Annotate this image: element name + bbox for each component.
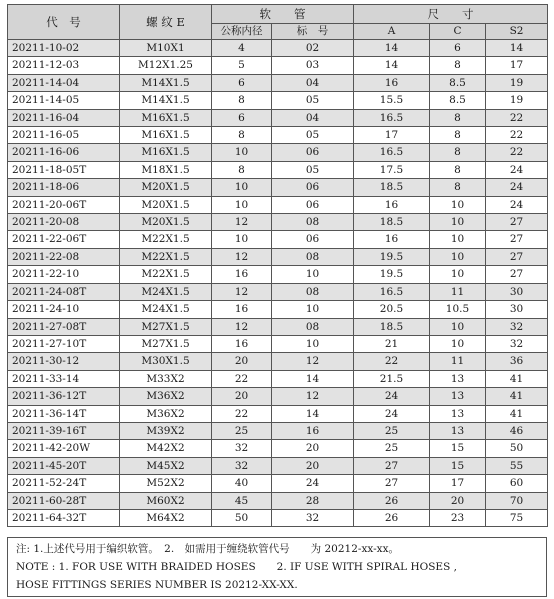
cell-nominal-id: 16 [212, 301, 272, 318]
cell-thread: M14X1.5 [120, 92, 212, 109]
cell-code: 20211-18-05T [8, 161, 120, 178]
cell-nominal-id: 40 [212, 475, 272, 492]
table-row [8, 214, 548, 231]
cell-s2: 41 [486, 405, 548, 422]
cell-c: 13 [430, 422, 486, 439]
cell-code: 20211-16-05 [8, 127, 120, 144]
cell-nominal-id: 22 [212, 405, 272, 422]
cell-code: 20211-14-05 [8, 92, 120, 109]
cell-code: 20211-22-08 [8, 248, 120, 265]
cell-thread: M24X1.5 [120, 283, 212, 300]
cell-nominal-id: 5 [212, 57, 272, 74]
cell-a: 24 [354, 388, 430, 405]
cell-s2: 32 [486, 318, 548, 335]
cell-thread: M16X1.5 [120, 144, 212, 161]
cell-c: 8.5 [430, 92, 486, 109]
cell-c: 10 [430, 214, 486, 231]
header-col-a: A [354, 24, 430, 40]
header-nominal-id: 公称内径 [212, 24, 272, 40]
cell-hose-code: 08 [272, 214, 354, 231]
note-line-chinese: 注: 1.上述代号用于编织软管。 2. 如需用于缠绕软管代号 为 20212-xx-xx。 [16, 543, 399, 555]
cell-hose-code: 14 [272, 405, 354, 422]
cell-thread: M30X1.5 [120, 353, 212, 370]
cell-c: 10 [430, 318, 486, 335]
cell-c: 8 [430, 109, 486, 126]
table-row [8, 196, 548, 213]
cell-hose-code: 08 [272, 248, 354, 265]
cell-c: 8 [430, 127, 486, 144]
fitting-spec-table [7, 4, 548, 527]
cell-s2: 30 [486, 283, 548, 300]
header-hose: 软 管 [212, 5, 354, 24]
cell-a: 25 [354, 440, 430, 457]
cell-c: 8 [430, 179, 486, 196]
cell-c: 11 [430, 283, 486, 300]
table-row [8, 492, 548, 509]
cell-thread: M20X1.5 [120, 196, 212, 213]
cell-a: 15.5 [354, 92, 430, 109]
cell-code: 20211-16-04 [8, 109, 120, 126]
cell-s2: 19 [486, 74, 548, 91]
cell-code: 20211-20-06T [8, 196, 120, 213]
cell-s2: 41 [486, 388, 548, 405]
cell-a: 16 [354, 231, 430, 248]
cell-thread: M27X1.5 [120, 335, 212, 352]
cell-thread: M42X2 [120, 440, 212, 457]
cell-nominal-id: 25 [212, 422, 272, 439]
cell-a: 17.5 [354, 161, 430, 178]
cell-hose-code: 06 [272, 179, 354, 196]
cell-a: 20.5 [354, 301, 430, 318]
table-row [8, 301, 548, 318]
cell-a: 18.5 [354, 179, 430, 196]
table-row [8, 179, 548, 196]
cell-s2: 27 [486, 231, 548, 248]
cell-code: 20211-10-02 [8, 40, 120, 57]
notes [7, 537, 547, 597]
cell-nominal-id: 50 [212, 509, 272, 526]
cell-nominal-id: 20 [212, 353, 272, 370]
table-row [8, 388, 548, 405]
header-code: 代 号 [8, 5, 120, 40]
cell-thread: M20X1.5 [120, 179, 212, 196]
cell-hose-code: 14 [272, 370, 354, 387]
cell-thread: M36X2 [120, 405, 212, 422]
table-body [8, 40, 548, 527]
cell-nominal-id: 8 [212, 161, 272, 178]
cell-nominal-id: 22 [212, 370, 272, 387]
cell-s2: 27 [486, 214, 548, 231]
cell-hose-code: 10 [272, 301, 354, 318]
header-col-c: C [430, 24, 486, 40]
cell-a: 19.5 [354, 248, 430, 265]
cell-hose-code: 03 [272, 57, 354, 74]
cell-a: 18.5 [354, 214, 430, 231]
table-row [8, 109, 548, 126]
cell-thread: M16X1.5 [120, 109, 212, 126]
cell-a: 21 [354, 335, 430, 352]
cell-c: 6 [430, 40, 486, 57]
cell-nominal-id: 8 [212, 92, 272, 109]
table-row [8, 353, 548, 370]
cell-c: 10 [430, 248, 486, 265]
cell-thread: M22X1.5 [120, 248, 212, 265]
cell-thread: M22X1.5 [120, 266, 212, 283]
cell-code: 20211-20-08 [8, 214, 120, 231]
cell-thread: M16X1.5 [120, 127, 212, 144]
cell-thread: M12X1.25 [120, 57, 212, 74]
table-row [8, 440, 548, 457]
cell-thread: M36X2 [120, 388, 212, 405]
table-row [8, 231, 548, 248]
table-row [8, 248, 548, 265]
cell-hose-code: 12 [272, 353, 354, 370]
table-row [8, 475, 548, 492]
cell-code: 20211-24-10 [8, 301, 120, 318]
cell-nominal-id: 12 [212, 214, 272, 231]
cell-a: 17 [354, 127, 430, 144]
cell-a: 26 [354, 509, 430, 526]
cell-hose-code: 05 [272, 127, 354, 144]
cell-hose-code: 05 [272, 161, 354, 178]
cell-hose-code: 24 [272, 475, 354, 492]
cell-c: 8.5 [430, 74, 486, 91]
note-line-english-2: HOSE FITTINGS SERIES NUMBER IS 20212-XX-XX. [16, 579, 298, 591]
cell-s2: 46 [486, 422, 548, 439]
table-row [8, 283, 548, 300]
cell-a: 18.5 [354, 318, 430, 335]
cell-s2: 24 [486, 179, 548, 196]
cell-c: 23 [430, 509, 486, 526]
cell-thread: M24X1.5 [120, 301, 212, 318]
table-row [8, 405, 548, 422]
cell-c: 8 [430, 161, 486, 178]
cell-thread: M20X1.5 [120, 214, 212, 231]
cell-a: 16.5 [354, 144, 430, 161]
cell-nominal-id: 16 [212, 335, 272, 352]
cell-c: 10 [430, 266, 486, 283]
cell-hose-code: 02 [272, 40, 354, 57]
fitting-spec-table-container [7, 4, 547, 527]
cell-code: 20211-27-08T [8, 318, 120, 335]
table-row [8, 509, 548, 526]
cell-a: 25 [354, 422, 430, 439]
cell-code: 20211-33-14 [8, 370, 120, 387]
cell-code: 20211-45-20T [8, 457, 120, 474]
cell-thread: M60X2 [120, 492, 212, 509]
cell-code: 20211-22-06T [8, 231, 120, 248]
cell-s2: 14 [486, 40, 548, 57]
cell-nominal-id: 10 [212, 144, 272, 161]
cell-c: 10 [430, 231, 486, 248]
cell-c: 20 [430, 492, 486, 509]
cell-thread: M64X2 [120, 509, 212, 526]
cell-hose-code: 08 [272, 283, 354, 300]
cell-code: 20211-60-28T [8, 492, 120, 509]
cell-nominal-id: 32 [212, 440, 272, 457]
cell-c: 13 [430, 370, 486, 387]
header-dimensions: 尺 寸 [354, 5, 548, 24]
cell-s2: 27 [486, 266, 548, 283]
header-hose-code: 标 号 [272, 24, 354, 40]
cell-s2: 41 [486, 370, 548, 387]
cell-nominal-id: 45 [212, 492, 272, 509]
cell-s2: 50 [486, 440, 548, 457]
cell-c: 10.5 [430, 301, 486, 318]
cell-nominal-id: 12 [212, 283, 272, 300]
cell-s2: 55 [486, 457, 548, 474]
cell-code: 20211-14-04 [8, 74, 120, 91]
cell-nominal-id: 6 [212, 74, 272, 91]
table-row [8, 335, 548, 352]
cell-nominal-id: 10 [212, 196, 272, 213]
cell-c: 8 [430, 144, 486, 161]
cell-nominal-id: 12 [212, 248, 272, 265]
cell-hose-code: 05 [272, 92, 354, 109]
table-row [8, 422, 548, 439]
cell-a: 22 [354, 353, 430, 370]
cell-a: 19.5 [354, 266, 430, 283]
header-col-s2: S2 [486, 24, 548, 40]
cell-code: 20211-12-03 [8, 57, 120, 74]
table-row [8, 318, 548, 335]
cell-s2: 22 [486, 109, 548, 126]
cell-s2: 60 [486, 475, 548, 492]
cell-a: 27 [354, 457, 430, 474]
cell-code: 20211-39-16T [8, 422, 120, 439]
cell-c: 13 [430, 405, 486, 422]
cell-a: 21.5 [354, 370, 430, 387]
cell-c: 13 [430, 388, 486, 405]
cell-hose-code: 20 [272, 440, 354, 457]
note-line-english-1: NOTE : 1. FOR USE WITH BRAIDED HOSES 2. IF USE WITH SPIRAL HOSES , [16, 561, 457, 573]
cell-hose-code: 28 [272, 492, 354, 509]
cell-c: 15 [430, 457, 486, 474]
cell-code: 20211-24-08T [8, 283, 120, 300]
cell-nominal-id: 8 [212, 127, 272, 144]
cell-thread: M27X1.5 [120, 318, 212, 335]
cell-code: 20211-18-06 [8, 179, 120, 196]
cell-thread: M22X1.5 [120, 231, 212, 248]
cell-thread: M14X1.5 [120, 74, 212, 91]
cell-a: 26 [354, 492, 430, 509]
cell-hose-code: 06 [272, 231, 354, 248]
cell-a: 16 [354, 196, 430, 213]
cell-code: 20211-30-12 [8, 353, 120, 370]
cell-hose-code: 06 [272, 196, 354, 213]
cell-c: 8 [430, 57, 486, 74]
cell-c: 10 [430, 335, 486, 352]
table-row [8, 161, 548, 178]
cell-s2: 36 [486, 353, 548, 370]
cell-s2: 24 [486, 161, 548, 178]
cell-hose-code: 06 [272, 144, 354, 161]
cell-s2: 24 [486, 196, 548, 213]
table-row [8, 92, 548, 109]
table-row [8, 40, 548, 57]
cell-thread: M33X2 [120, 370, 212, 387]
table-row [8, 57, 548, 74]
cell-hose-code: 08 [272, 318, 354, 335]
cell-nominal-id: 10 [212, 231, 272, 248]
table-row [8, 127, 548, 144]
cell-a: 16.5 [354, 283, 430, 300]
cell-s2: 30 [486, 301, 548, 318]
cell-c: 17 [430, 475, 486, 492]
cell-a: 24 [354, 405, 430, 422]
cell-s2: 22 [486, 127, 548, 144]
cell-nominal-id: 20 [212, 388, 272, 405]
cell-nominal-id: 6 [212, 109, 272, 126]
cell-hose-code: 32 [272, 509, 354, 526]
cell-nominal-id: 12 [212, 318, 272, 335]
cell-code: 20211-16-06 [8, 144, 120, 161]
cell-hose-code: 04 [272, 74, 354, 91]
cell-thread: M18X1.5 [120, 161, 212, 178]
cell-code: 20211-36-14T [8, 405, 120, 422]
cell-s2: 17 [486, 57, 548, 74]
cell-hose-code: 20 [272, 457, 354, 474]
table-row [8, 144, 548, 161]
cell-s2: 22 [486, 144, 548, 161]
cell-hose-code: 04 [272, 109, 354, 126]
cell-s2: 75 [486, 509, 548, 526]
cell-code: 20211-64-32T [8, 509, 120, 526]
cell-a: 14 [354, 40, 430, 57]
cell-a: 27 [354, 475, 430, 492]
cell-c: 11 [430, 353, 486, 370]
cell-nominal-id: 16 [212, 266, 272, 283]
cell-s2: 27 [486, 248, 548, 265]
cell-hose-code: 16 [272, 422, 354, 439]
cell-code: 20211-36-12T [8, 388, 120, 405]
cell-thread: M10X1 [120, 40, 212, 57]
cell-thread: M52X2 [120, 475, 212, 492]
table-row [8, 266, 548, 283]
table-row [8, 370, 548, 387]
cell-code: 20211-52-24T [8, 475, 120, 492]
cell-thread: M45X2 [120, 457, 212, 474]
header-thread: 螺 纹 E [120, 5, 212, 40]
cell-nominal-id: 10 [212, 179, 272, 196]
cell-a: 14 [354, 57, 430, 74]
cell-hose-code: 10 [272, 335, 354, 352]
cell-code: 20211-42-20W [8, 440, 120, 457]
cell-code: 20211-22-10 [8, 266, 120, 283]
cell-c: 10 [430, 196, 486, 213]
cell-a: 16.5 [354, 109, 430, 126]
cell-s2: 70 [486, 492, 548, 509]
table-row [8, 74, 548, 91]
cell-nominal-id: 4 [212, 40, 272, 57]
cell-hose-code: 12 [272, 388, 354, 405]
cell-hose-code: 10 [272, 266, 354, 283]
cell-thread: M39X2 [120, 422, 212, 439]
cell-c: 15 [430, 440, 486, 457]
cell-code: 20211-27-10T [8, 335, 120, 352]
cell-s2: 19 [486, 92, 548, 109]
cell-a: 16 [354, 74, 430, 91]
table-row [8, 457, 548, 474]
cell-nominal-id: 32 [212, 457, 272, 474]
cell-s2: 32 [486, 335, 548, 352]
